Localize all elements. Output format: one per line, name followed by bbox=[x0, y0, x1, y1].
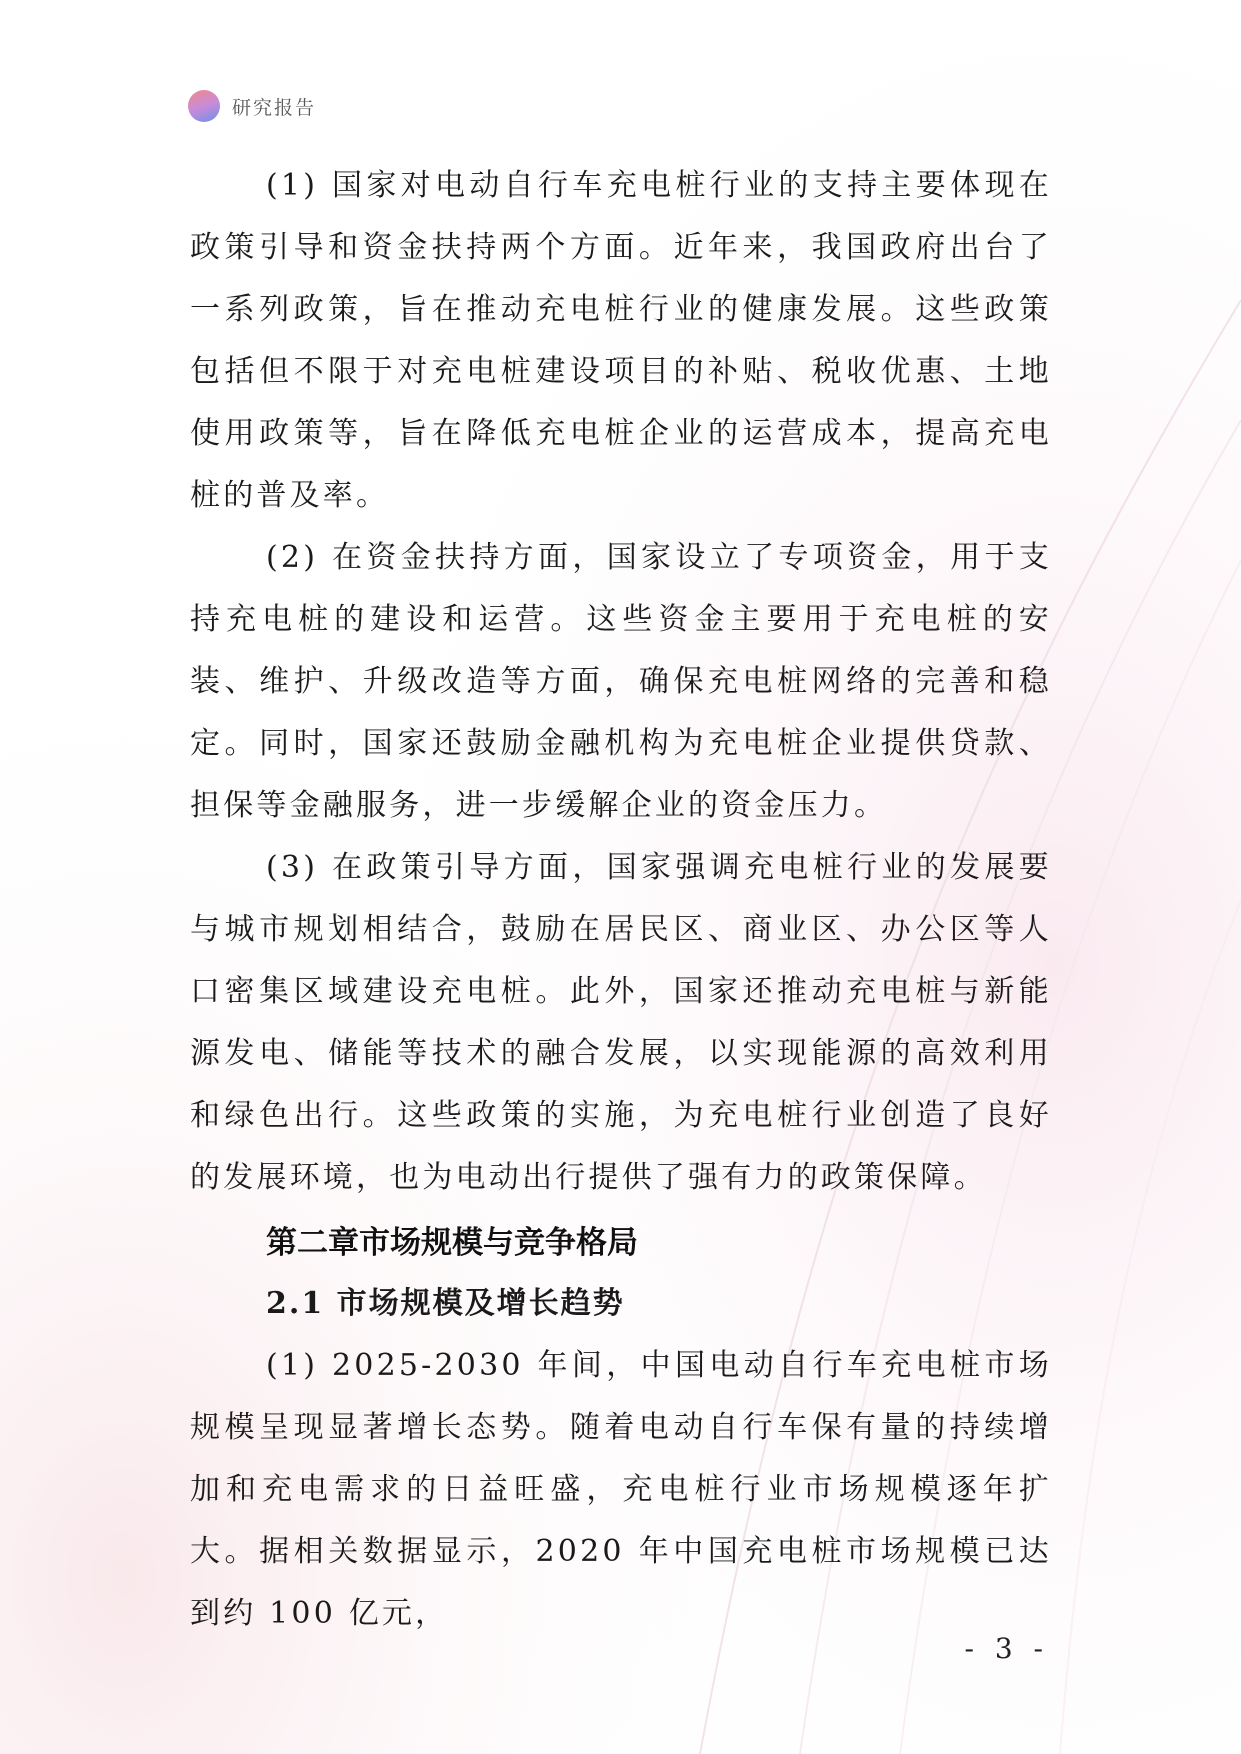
page-number: - 3 - bbox=[964, 1632, 1049, 1665]
paragraph-policy-2: (2) 在资金扶持方面，国家设立了专项资金，用于支持充电桩的建设和运营。这些资金主要用于充电桩的安装、维护、升级改造等方面，确保充电桩网络的完善和稳定。同时，国家还鼓励金融机构为充电桩企业提供贷款、担保等金融服务，进一步缓解企业的资金压力。 bbox=[190, 540, 1052, 823]
paragraph-policy-1: (1) 国家对电动自行车充电桩行业的支持主要体现在政策引导和资金扶持两个方面。近年来，我国政府出台了一系列政策，旨在推动充电桩行业的健康发展。这些政策包括但不限于对充电桩建设项目的补贴、税收优惠、土地使用政策等，旨在降低充电桩企业的运营成本，提高充电桩的普及率。 bbox=[190, 168, 1052, 513]
report-header bbox=[188, 90, 316, 122]
logo-icon bbox=[188, 90, 220, 122]
paragraph-policy-3: (3) 在政策引导方面，国家强调充电桩行业的发展要与城市规划相结合，鼓励在居民区、商业区、办公区等人口密集区域建设充电桩。此外，国家还推动充电桩与新能源发电、储能等技术的融合发展，以实现能源的高效利用和绿色出行。这些政策的实施，为充电桩行业创造了良好的发展环境，也为电动出行提供了强有力的政策保障。 bbox=[190, 850, 1052, 1195]
header-title: 研究报告 bbox=[232, 96, 317, 119]
paragraph-market-1: (1) 2025-2030 年间，中国电动自行车充电桩市场规模呈现显著增长态势。随着电动自行车保有量的持续增加和充电需求的日益旺盛，充电桩行业市场规模逐年扩大。据相关数据显示，2020 年中国充电桩市场规模已达到约 100 亿元， bbox=[190, 1348, 1052, 1631]
section-heading: 2.1 市场规模及增长趋势 bbox=[266, 1286, 625, 1321]
document-body bbox=[190, 155, 1052, 1645]
chapter-heading: 第二章市场规模与竞争格局 bbox=[266, 1225, 638, 1261]
